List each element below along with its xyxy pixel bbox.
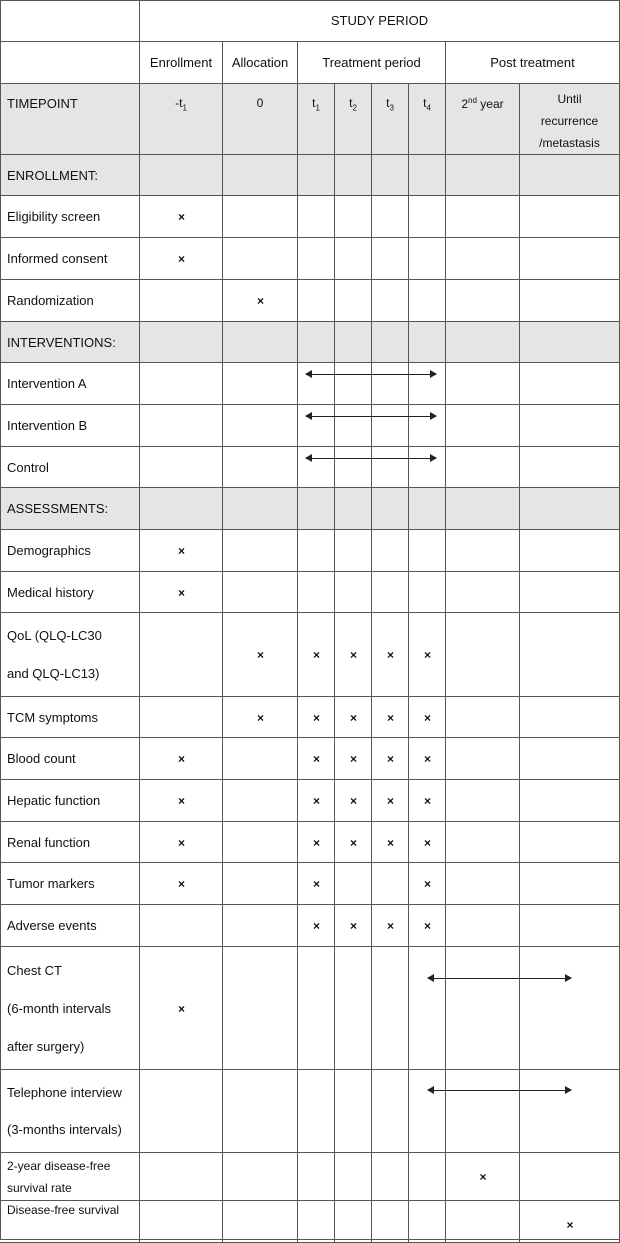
schedule-cell-t2 [335, 405, 372, 447]
schedule-cell-t1 [298, 947, 335, 1070]
row-label-line: Intervention A [7, 376, 87, 391]
timepoint-until-line-2: recurrence [540, 114, 599, 128]
schedule-cell-t1 [298, 447, 335, 488]
schedule-cell-year2 [446, 780, 520, 822]
schedule-cell-t3 [372, 1201, 409, 1243]
row-label-line: Renal function [7, 834, 91, 850]
schedule-mark: × [312, 919, 321, 933]
schedule-cell-t4 [409, 363, 446, 405]
row-label-cell [0, 1201, 140, 1243]
schedule-cell-until [520, 488, 620, 530]
schedule-cell-year2 [446, 238, 520, 280]
schedule-cell-t4 [409, 196, 446, 238]
schedule-cell-year2 [446, 613, 520, 697]
duration-arrow [306, 458, 436, 459]
row-label [7, 738, 135, 779]
timepoint-label-cell [0, 84, 140, 155]
row-label [7, 196, 135, 237]
schedule-cell-until [520, 822, 620, 863]
row-label-line: QoL (QLQ-LC30 [7, 628, 102, 644]
schedule-cell-t1 [298, 530, 335, 572]
schedule-cell-enroll [140, 1070, 223, 1153]
row-label-line: and QLQ-LC13) [7, 665, 100, 681]
schedule-cell-t4 [409, 1153, 446, 1201]
schedule-cell-alloc [223, 447, 298, 488]
schedule-cell-t4 [409, 488, 446, 530]
schedule-cell-alloc [223, 780, 298, 822]
row-label-cell [0, 196, 140, 238]
timepoint-t2 [335, 84, 372, 155]
schedule-mark: × [312, 710, 321, 725]
schedule-cell-year2 [446, 447, 520, 488]
schedule-cell-alloc [223, 905, 298, 947]
schedule-cell-t4 [409, 238, 446, 280]
schedule-cell-t3 [372, 530, 409, 572]
schedule-mark: × [349, 648, 358, 662]
schedule-cell-t3 [372, 280, 409, 322]
schedule-cell-t1 [298, 488, 335, 530]
row-label-line: TCM symptoms [7, 709, 98, 725]
schedule-cell-year2 [446, 530, 520, 572]
row-label-line: Medical history [7, 584, 94, 600]
schedule-cell-year2 [446, 863, 520, 905]
schedule-cell-enroll [140, 155, 223, 196]
schedule-cell-t2 [335, 280, 372, 322]
schedule-mark: × [386, 835, 395, 850]
timepoint-enroll [140, 84, 223, 155]
schedule-cell-alloc [223, 822, 298, 863]
schedule-mark: × [177, 210, 186, 224]
schedule-cell-t3 [372, 1070, 409, 1153]
schedule-cell-year2 [446, 405, 520, 447]
row-label [7, 1070, 135, 1152]
schedule-cell-year2 [446, 1070, 520, 1153]
duration-arrow [428, 1090, 571, 1091]
schedule-cell-t2 [335, 447, 372, 488]
schedule-cell-t2 [335, 363, 372, 405]
row-label-cell [0, 280, 140, 322]
schedule-cell-alloc [223, 1153, 298, 1201]
row-label-cell [0, 822, 140, 863]
schedule-cell-until [520, 196, 620, 238]
schedule-cell-t2 [335, 863, 372, 905]
schedule-mark: × [177, 752, 186, 766]
schedule-mark: × [349, 835, 358, 850]
schedule-cell-t2 [335, 530, 372, 572]
schedule-mark: × [349, 752, 358, 766]
schedule-cell-enroll [140, 905, 223, 947]
schedule-cell-t1 [298, 1153, 335, 1201]
row-label-line: ASSESSMENTS: [7, 501, 109, 516]
schedule-mark: × [177, 252, 186, 266]
schedule-mark: × [386, 919, 395, 933]
row-label-line: ENROLLMENT: [7, 167, 99, 183]
phase-post-label: Post treatment [490, 55, 575, 70]
schedule-mark: × [349, 794, 358, 808]
schedule-cell-t4 [409, 447, 446, 488]
schedule-cell-t1 [298, 322, 335, 363]
timepoint-t1 [298, 84, 335, 155]
schedule-mark: × [177, 877, 186, 891]
schedule-mark: × [177, 544, 186, 558]
row-label [7, 613, 135, 696]
schedule-cell-until [520, 280, 620, 322]
schedule-cell-until [520, 1070, 620, 1153]
row-label-line: Informed consent [7, 251, 108, 266]
schedule-cell-until [520, 405, 620, 447]
schedule-mark: × [423, 794, 432, 808]
schedule-mark: × [256, 710, 265, 725]
schedule-cell-enroll [140, 697, 223, 738]
phase-allocation-label: Allocation [231, 55, 289, 70]
row-label-cell [0, 780, 140, 822]
row-label-line: Tumor markers [7, 876, 95, 891]
schedule-cell-enroll [140, 488, 223, 530]
row-label [7, 905, 135, 946]
phase-enrollment-label: Enrollment [149, 55, 213, 70]
schedule-cell-enroll [140, 280, 223, 322]
schedule-cell-t2 [335, 1153, 372, 1201]
row-label-line: Adverse events [7, 918, 97, 933]
schedule-cell-year2 [446, 322, 520, 363]
timepoint-until-label [520, 88, 619, 154]
row-label [7, 238, 135, 279]
schedule-mark: × [423, 648, 432, 662]
row-label-cell [0, 1153, 140, 1201]
schedule-cell-t4 [409, 1070, 446, 1153]
schedule-cell-enroll [140, 322, 223, 363]
row-label-line: (6-month intervals [7, 1000, 112, 1016]
schedule-cell-year2 [446, 488, 520, 530]
schedule-mark: × [386, 794, 395, 808]
schedule-cell-enroll [140, 1153, 223, 1201]
row-label-cell [0, 863, 140, 905]
study-period-label: STUDY PERIOD [330, 13, 429, 28]
row-label-cell [0, 1070, 140, 1153]
schedule-cell-until [520, 363, 620, 405]
row-label-cell [0, 405, 140, 447]
row-label [7, 1153, 135, 1200]
schedule-cell-t1 [298, 572, 335, 613]
section-heading [7, 488, 135, 529]
schedule-cell-until [520, 780, 620, 822]
row-label-cell [0, 613, 140, 697]
schedule-cell-t4 [409, 1201, 446, 1243]
row-label-cell [0, 322, 140, 363]
row-label [7, 280, 135, 321]
schedule-cell-alloc [223, 488, 298, 530]
schedule-cell-t4 [409, 572, 446, 613]
schedule-cell-year2 [446, 155, 520, 196]
schedule-mark: × [177, 835, 186, 850]
schedule-cell-until [520, 572, 620, 613]
schedule-cell-until [520, 1153, 620, 1201]
timepoint-until [520, 84, 620, 155]
row-label-cell [0, 530, 140, 572]
schedule-cell-t3 [372, 238, 409, 280]
row-label [7, 405, 135, 446]
phase-treatment-label: Treatment period [322, 55, 421, 70]
row-label-line: Demographics [7, 543, 91, 558]
schedule-cell-enroll [140, 613, 223, 697]
schedule-cell-t3 [372, 447, 409, 488]
schedule-cell-year2 [446, 363, 520, 405]
schedule-mark: × [423, 877, 432, 891]
row-label-line: Intervention B [7, 418, 88, 433]
row-label-line: Eligibility screen [7, 209, 101, 224]
row-label-line: survival rate [7, 1180, 72, 1195]
schedule-cell-t3 [372, 488, 409, 530]
timepoint-alloc [223, 84, 298, 155]
row-label-cell [0, 363, 140, 405]
schedule-cell-t2 [335, 488, 372, 530]
row-label-line: Disease-free survival [7, 1203, 120, 1217]
schedule-cell-t4 [409, 530, 446, 572]
schedule-cell-t3 [372, 863, 409, 905]
row-label-line: Telephone interview [7, 1085, 122, 1100]
schedule-cell-t3 [372, 572, 409, 613]
schedule-mark: × [423, 710, 432, 725]
schedule-cell-t2 [335, 155, 372, 196]
schedule-cell-year2 [446, 947, 520, 1070]
schedule-cell-until [520, 947, 620, 1070]
row-label-cell [0, 947, 140, 1070]
schedule-cell-t2 [335, 572, 372, 613]
schedule-cell-year2 [446, 905, 520, 947]
row-label [7, 863, 135, 904]
schedule-cell-year2 [446, 822, 520, 863]
schedule-cell-t4 [409, 947, 446, 1070]
duration-arrow [428, 978, 571, 979]
schedule-mark: × [423, 752, 432, 766]
schedule-cell-alloc [223, 530, 298, 572]
schedule-cell-t3 [372, 1153, 409, 1201]
schedule-cell-t1 [298, 1201, 335, 1243]
schedule-cell-until [520, 447, 620, 488]
row-label-line: Blood count [7, 751, 76, 766]
schedule-cell-until [520, 863, 620, 905]
schedule-cell-alloc [223, 363, 298, 405]
schedule-mark: × [566, 1218, 574, 1232]
section-heading [7, 322, 135, 362]
schedule-cell-t1 [298, 280, 335, 322]
timepoint-year2 [446, 84, 520, 155]
row-label [7, 572, 135, 612]
row-label [7, 530, 135, 571]
schedule-mark: × [312, 835, 321, 850]
timepoint-until-line-1: Until [557, 92, 582, 106]
schedule-cell-t1 [298, 1070, 335, 1153]
row-label [7, 1201, 135, 1242]
header-corner-cell [0, 0, 140, 42]
row-label-cell [0, 488, 140, 530]
schedule-cell-t4 [409, 155, 446, 196]
row-label-line: Hepatic function [7, 793, 101, 808]
schedule-cell-enroll [140, 1201, 223, 1243]
schedule-cell-alloc [223, 738, 298, 780]
timepoint-t4 [409, 84, 446, 155]
schedule-cell-until [520, 155, 620, 196]
timepoint-enroll-label: $-t_1$ [175, 96, 187, 113]
row-label-cell [0, 238, 140, 280]
row-label-line: Control [7, 459, 49, 475]
timepoint-year2-label: 2nd year [461, 96, 504, 111]
schedule-cell-t3 [372, 196, 409, 238]
schedule-cell-t1 [298, 405, 335, 447]
schedule-cell-t4 [409, 322, 446, 363]
schedule-cell-t1 [298, 363, 335, 405]
schedule-cell-t3 [372, 155, 409, 196]
schedule-cell-t4 [409, 280, 446, 322]
row-label-line: after surgery) [7, 1038, 85, 1054]
row-label [7, 363, 135, 404]
schedule-cell-t4 [409, 405, 446, 447]
schedule-mark: × [423, 835, 432, 850]
schedule-mark: × [256, 294, 265, 308]
schedule-mark: × [423, 919, 432, 933]
schedule-cell-until [520, 738, 620, 780]
schedule-mark: × [349, 919, 358, 933]
schedule-cell-alloc [223, 947, 298, 1070]
schedule-mark: × [312, 648, 321, 662]
schedule-mark: × [349, 710, 358, 725]
schedule-mark: × [386, 648, 395, 662]
schedule-cell-until [520, 238, 620, 280]
row-label [7, 822, 135, 862]
schedule-cell-enroll [140, 447, 223, 488]
schedule-mark: × [386, 752, 395, 766]
schedule-cell-t2 [335, 238, 372, 280]
schedule-cell-alloc [223, 1201, 298, 1243]
schedule-cell-alloc [223, 1070, 298, 1153]
timepoint-t2-label: $t_2$ [349, 96, 357, 113]
timepoint-t3 [372, 84, 409, 155]
schedule-cell-until [520, 697, 620, 738]
schedule-cell-year2 [446, 196, 520, 238]
schedule-cell-alloc [223, 405, 298, 447]
schedule-mark: × [177, 794, 186, 808]
schedule-cell-year2 [446, 1201, 520, 1243]
row-label [7, 780, 135, 821]
phase-treatment [298, 42, 446, 84]
schedule-mark: × [177, 1001, 186, 1016]
schedule-cell-alloc [223, 863, 298, 905]
timepoint-t4-label: $t_4$ [423, 96, 431, 113]
row-label-cell [0, 447, 140, 488]
row-label-line: Randomization [7, 293, 94, 308]
row-label-cell [0, 738, 140, 780]
row-label-cell [0, 697, 140, 738]
duration-arrow [306, 416, 436, 417]
schedule-cell-until [520, 613, 620, 697]
row-label-line: (3-months intervals) [7, 1122, 122, 1137]
schedule-cell-year2 [446, 572, 520, 613]
schedule-cell-alloc [223, 155, 298, 196]
row-label-cell [0, 572, 140, 613]
section-heading [7, 155, 135, 195]
schedule-cell-t2 [335, 196, 372, 238]
timepoint-until-line-3: /metastasis [539, 136, 600, 150]
schedule-cell-t3 [372, 322, 409, 363]
schedule-cell-year2 [446, 280, 520, 322]
schedule-cell-t3 [372, 947, 409, 1070]
schedule-cell-alloc [223, 572, 298, 613]
schedule-mark: × [256, 648, 265, 662]
schedule-mark: × [177, 585, 186, 600]
schedule-cell-t2 [335, 1070, 372, 1153]
schedule-mark: × [312, 877, 321, 891]
phase-enrollment [140, 42, 223, 84]
schedule-cell-year2 [446, 738, 520, 780]
timepoint-label: TIMEPOINT [7, 96, 78, 111]
schedule-cell-t2 [335, 947, 372, 1070]
study-period-header [140, 0, 620, 42]
phase-corner-cell [0, 42, 140, 84]
schedule-cell-until [520, 322, 620, 363]
phase-post [446, 42, 620, 84]
row-label [7, 447, 135, 487]
schedule-mark: × [312, 752, 321, 766]
row-label-line: INTERVENTIONS: [7, 334, 116, 350]
timepoint-t3-label: $t_3$ [386, 96, 394, 113]
schedule-cell-t2 [335, 1201, 372, 1243]
schedule-cell-t1 [298, 238, 335, 280]
phase-allocation [223, 42, 298, 84]
schedule-cell-until [520, 905, 620, 947]
row-label-line: 2-year disease-free [7, 1158, 111, 1173]
schedule-cell-t1 [298, 155, 335, 196]
schedule-cell-t2 [335, 322, 372, 363]
schedule-cell-year2 [446, 697, 520, 738]
row-label-cell [0, 905, 140, 947]
duration-arrow [306, 374, 436, 375]
schedule-cell-until [520, 530, 620, 572]
schedule-cell-enroll [140, 363, 223, 405]
schedule-mark: × [386, 710, 395, 725]
row-label [7, 697, 135, 737]
timepoint-alloc-label: 0 [256, 96, 264, 110]
schedule-cell-t3 [372, 363, 409, 405]
schedule-cell-enroll [140, 405, 223, 447]
row-label-cell [0, 155, 140, 196]
schedule-mark: × [312, 794, 321, 808]
row-label-line: Chest CT [7, 962, 62, 978]
schedule-cell-alloc [223, 238, 298, 280]
schedule-cell-t1 [298, 196, 335, 238]
row-label [7, 947, 135, 1069]
schedule-mark: × [479, 1170, 487, 1184]
schedule-cell-alloc [223, 322, 298, 363]
schedule-cell-alloc [223, 196, 298, 238]
timepoint-t1-label: $t_1$ [312, 96, 320, 113]
schedule-cell-t3 [372, 405, 409, 447]
